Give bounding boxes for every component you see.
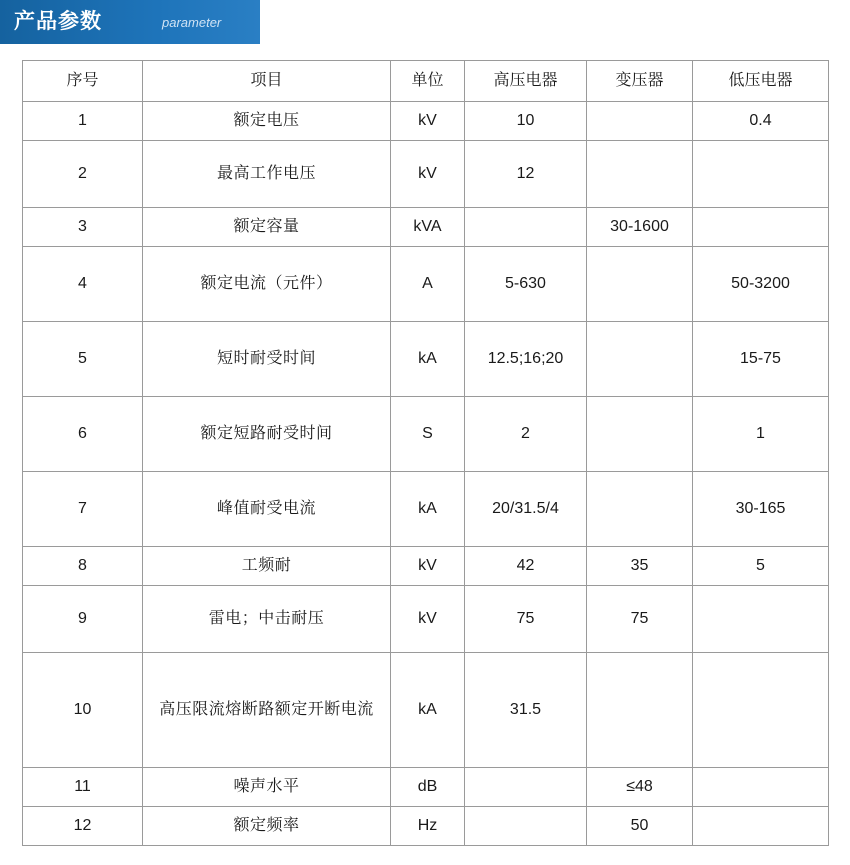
cell-lv <box>693 586 829 653</box>
cell-no: 4 <box>23 247 143 322</box>
cell-item: 高压限流熔断路额定开断电流 <box>143 653 391 768</box>
cell-no: 6 <box>23 397 143 472</box>
cell-lv <box>693 141 829 208</box>
cell-unit: Hz <box>391 807 465 846</box>
cell-hv: 75 <box>465 586 587 653</box>
table-row <box>23 472 829 547</box>
cell-no: 3 <box>23 208 143 247</box>
table-row <box>23 653 829 768</box>
parameter-table <box>22 60 829 846</box>
cell-hv: 31.5 <box>465 653 587 768</box>
cell-unit: dB <box>391 768 465 807</box>
cell-item: 噪声水平 <box>143 768 391 807</box>
cell-unit: kVA <box>391 208 465 247</box>
page-subtitle: parameter <box>162 15 222 30</box>
cell-transformer <box>587 653 693 768</box>
cell-transformer: 50 <box>587 807 693 846</box>
table-row <box>23 547 829 586</box>
cell-no: 12 <box>23 807 143 846</box>
cell-item: 额定容量 <box>143 208 391 247</box>
column-header-unit: 单位 <box>391 61 465 102</box>
cell-hv: 10 <box>465 102 587 141</box>
table-row <box>23 208 829 247</box>
cell-hv <box>465 208 587 247</box>
cell-hv: 12.5;16;20 <box>465 322 587 397</box>
table-row <box>23 102 829 141</box>
table-row <box>23 397 829 472</box>
cell-no: 10 <box>23 653 143 768</box>
cell-transformer <box>587 141 693 208</box>
cell-item: 额定电流（元件） <box>143 247 391 322</box>
cell-hv: 12 <box>465 141 587 208</box>
cell-hv <box>465 807 587 846</box>
table-header-row <box>23 61 829 102</box>
cell-transformer: 35 <box>587 547 693 586</box>
cell-transformer <box>587 102 693 141</box>
cell-transformer <box>587 247 693 322</box>
cell-item: 工频耐 <box>143 547 391 586</box>
cell-transformer <box>587 322 693 397</box>
cell-unit: kV <box>391 547 465 586</box>
cell-lv: 50-3200 <box>693 247 829 322</box>
cell-lv <box>693 807 829 846</box>
cell-no: 1 <box>23 102 143 141</box>
cell-lv: 0.4 <box>693 102 829 141</box>
table-row <box>23 247 829 322</box>
cell-item: 额定频率 <box>143 807 391 846</box>
table-header <box>23 61 829 102</box>
cell-transformer: 75 <box>587 586 693 653</box>
cell-hv: 20/31.5/4 <box>465 472 587 547</box>
cell-item: 雷电；中击耐压 <box>143 586 391 653</box>
cell-lv <box>693 653 829 768</box>
cell-lv: 30-165 <box>693 472 829 547</box>
cell-no: 9 <box>23 586 143 653</box>
cell-no: 2 <box>23 141 143 208</box>
cell-lv: 5 <box>693 547 829 586</box>
cell-item: 最高工作电压 <box>143 141 391 208</box>
cell-no: 8 <box>23 547 143 586</box>
cell-transformer: ≤48 <box>587 768 693 807</box>
column-header-transformer: 变压器 <box>587 61 693 102</box>
table-row <box>23 141 829 208</box>
table-row <box>23 322 829 397</box>
cell-unit: kA <box>391 322 465 397</box>
cell-transformer <box>587 472 693 547</box>
cell-item: 短时耐受时间 <box>143 322 391 397</box>
column-header-item: 项目 <box>143 61 391 102</box>
cell-item: 峰值耐受电流 <box>143 472 391 547</box>
column-header-lv: 低压电器 <box>693 61 829 102</box>
cell-unit: A <box>391 247 465 322</box>
cell-unit: S <box>391 397 465 472</box>
cell-unit: kV <box>391 586 465 653</box>
column-header-hv: 高压电器 <box>465 61 587 102</box>
cell-hv: 5-630 <box>465 247 587 322</box>
table-row <box>23 807 829 846</box>
cell-hv <box>465 768 587 807</box>
cell-unit: kV <box>391 141 465 208</box>
cell-no: 5 <box>23 322 143 397</box>
page-title: 产品参数 <box>14 10 102 33</box>
cell-lv: 15-75 <box>693 322 829 397</box>
cell-lv <box>693 208 829 247</box>
cell-hv: 2 <box>465 397 587 472</box>
table-row <box>23 586 829 653</box>
cell-lv: 1 <box>693 397 829 472</box>
cell-unit: kA <box>391 472 465 547</box>
cell-transformer: 30-1600 <box>587 208 693 247</box>
cell-hv: 42 <box>465 547 587 586</box>
table-body <box>23 102 829 846</box>
parameter-table-wrapper <box>22 60 828 846</box>
column-header-no: 序号 <box>23 61 143 102</box>
cell-no: 11 <box>23 768 143 807</box>
cell-transformer <box>587 397 693 472</box>
cell-no: 7 <box>23 472 143 547</box>
cell-item: 额定短路耐受时间 <box>143 397 391 472</box>
section-banner <box>0 0 850 44</box>
cell-item: 额定电压 <box>143 102 391 141</box>
cell-unit: kA <box>391 653 465 768</box>
cell-unit: kV <box>391 102 465 141</box>
cell-lv <box>693 768 829 807</box>
table-row <box>23 768 829 807</box>
